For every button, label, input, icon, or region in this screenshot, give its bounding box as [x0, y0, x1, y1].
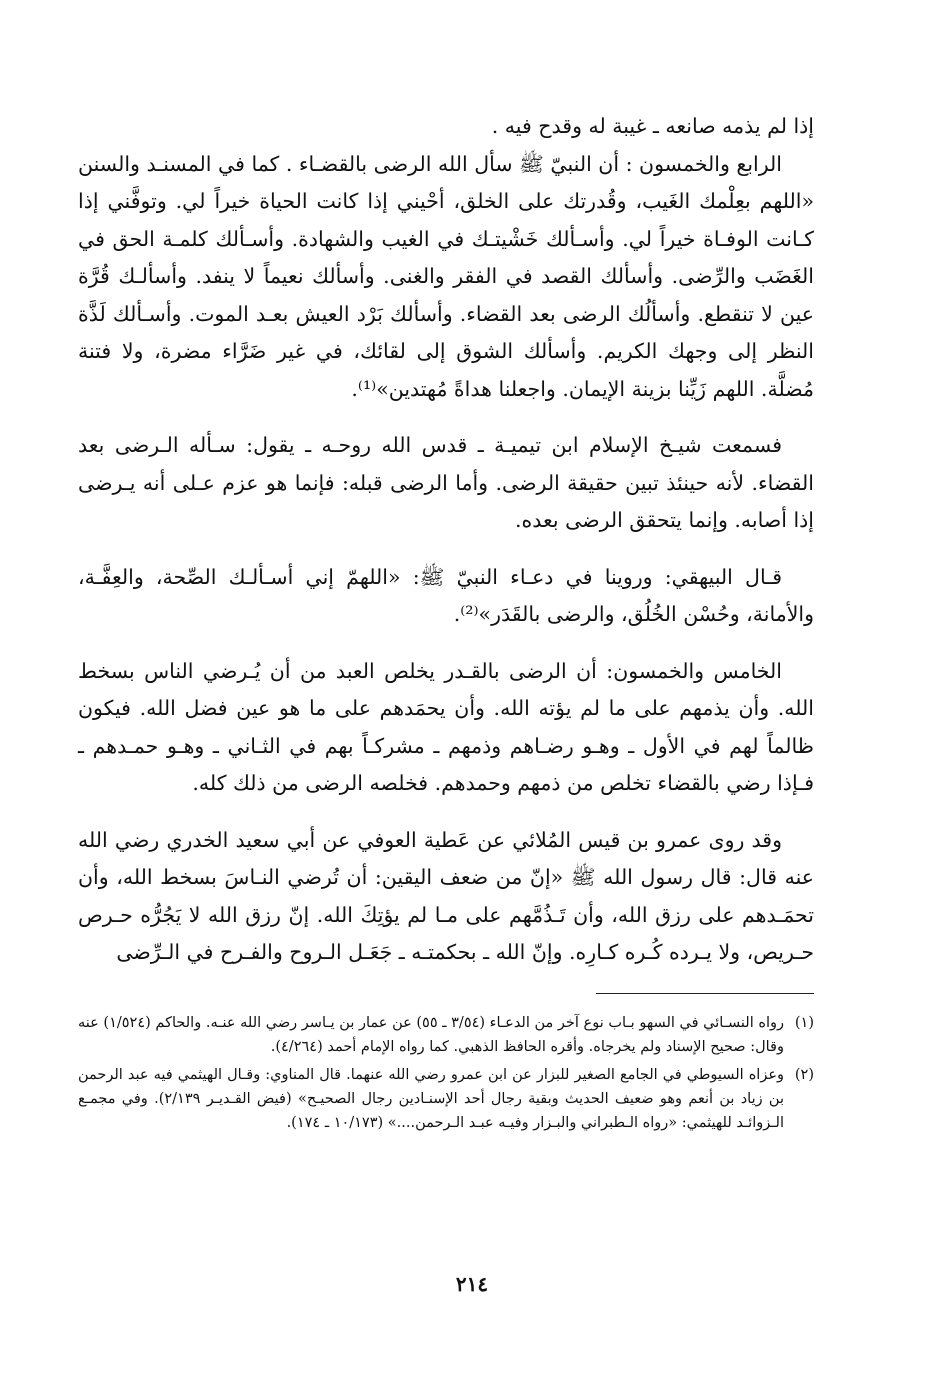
- paragraph-ibn-taymiyyah: فسمعت شيـخ الإسلام ابن تيميـة ـ قدس الله روحـه ـ يقول: سـأله الـرضى بعد القضاء. لأنه حينئذ تبين حقيقة الرضى. وأما الرضى قبله: فإنما هو عزم عـلى أنه يـرضى إذا أصابه. وإنما يتحقق الرضى بعده.: [78, 433, 814, 532]
- footnote-text: رواه النسـائي في السهو بـاب نوع آخر من الدعـاء (٣/٥٤ ـ ٥٥) عن عمار بن يـاسر رضي الله عنـه. والحاكم (١/٥٢٤) عنه وقال: صحيح الإسناد ولم يخرجاه. وأقره الحافظ الذهبي. كما رواه الإمام أحمد (٤/٢٦٤).: [78, 1015, 784, 1055]
- main-text: [78, 108, 814, 972]
- footnote-text: وعزاه السيوطي في الجامع الصغير للبزار عن ابن عمرو رضي الله عنهما. قال المناوي: وقـال الهيثمي فيه عبد الرحمن بن زياد بن أنعم وهو ضعيف الحديث وبقية رجال أحد الإسنـادين رجال الصحيـح» (فيض القـديـر ٢/١٣٩). وفي مجمـع الـزوائـد للهيثمي: «رواه الـطبراني والبـزار وفيـه عبـد الـرحمن....» (١٠/١٧٣ ـ ١٧٤).: [78, 1067, 784, 1131]
- footnotes: [78, 1011, 814, 1139]
- footnote-divider: [596, 993, 814, 994]
- footnote-2: [78, 1063, 814, 1135]
- paragraph-continuation: إذا لم يذمه صانعه ـ غيبة له وقدح فيه .: [491, 114, 814, 138]
- paragraph-hadith-narration: وقد روى عمرو بن قيس المُلائي عن عَطية العوفي عن أبي سعيد الخدري رضي الله عنه قال: قال رسول الله ﷺ «إنّ من ضعف اليقين: أن تُرضي النـاسَ بسخط الله، وأن تحمَـدهم على رزق الله، وأن تَـذُمَّهم على مـا لم يؤتِكَ الله. إنّ رزق الله لا يَجُرُّه حـرص حـريص، ولا يـرده كُـره كـارِه. وإنّ الله ـ بحكمتـه ـ جَعَـل الـروح والفـرح في الـرِّضى: [78, 827, 814, 964]
- paragraph-fifty-fifth: الخامس والخمسون: أن الرضى بالقـدر يخلص العبد من أن يُـرضي الناس بسخط الله. وأن يذمهم على ما لم يؤته الله. وأن يحمَدهم على ما هو عين فضل الله. فيكون ظالماً لهم في الأول ـ وهـو رضـاهم وذمهم ـ مشركـاً بهم في الثـاني ـ وهـو حمـدهم ـ فـإذا رضي بالقضاء تخلص من ذمهم وحمدهم. فخلصه الرضى من ذلك كله.: [78, 658, 814, 795]
- paragraph-bayhaqi: قـال البيهقي: وروينا في دعـاء النبيّ ﷺ: «اللهمّ إني أسـألـك الصِّحة، والعِفَّـة، والأمانة، وحُسْن الخُلُق، والرضى بالقَدَر»⁽²⁾.: [78, 564, 814, 626]
- paragraph-fifty-fourth: الرابع والخمسون : أن النبيّ ﷺ سأل الله الرضى بالقضـاء . كما في المسنـد والسنن «اللهم بعِلْمك الغَيب، وقُدرتك على الخلق، أحْيني إذا كانت الحياة خيراً لي. وتوفَّني إذا كـانت الوفـاة خيراً لي. وأسـألك خَشْيتـك في الغيب والشهادة. وأسـألك كلمـة الحق في الغَضَب والرِّضى. وأسألك القصد في الفقر والغنى. وأسألك نعيماً لا ينفد. وأسألـك قُرَّة عين لا تنقطع. وأسألُك الرضى بعد القضاء. وأسألك بَرْد العيش بعـد الموت. وأسـألك لَذَّة النظر إلى وجهك الكريم. وأسألك الشوق إلى لقائك، في غير ضَرَّاء مضرة، ولا فتنة مُضلَّة. اللهم زَيِّنا بزينة الإيمان. واجعلنا هداةً مُهتدين»⁽¹⁾.: [78, 151, 814, 401]
- page-number: ٢١٤: [455, 1272, 489, 1296]
- footnote-number: (١): [794, 1015, 814, 1031]
- footnote-1: [78, 1011, 814, 1059]
- footnote-number: (٢): [794, 1067, 814, 1083]
